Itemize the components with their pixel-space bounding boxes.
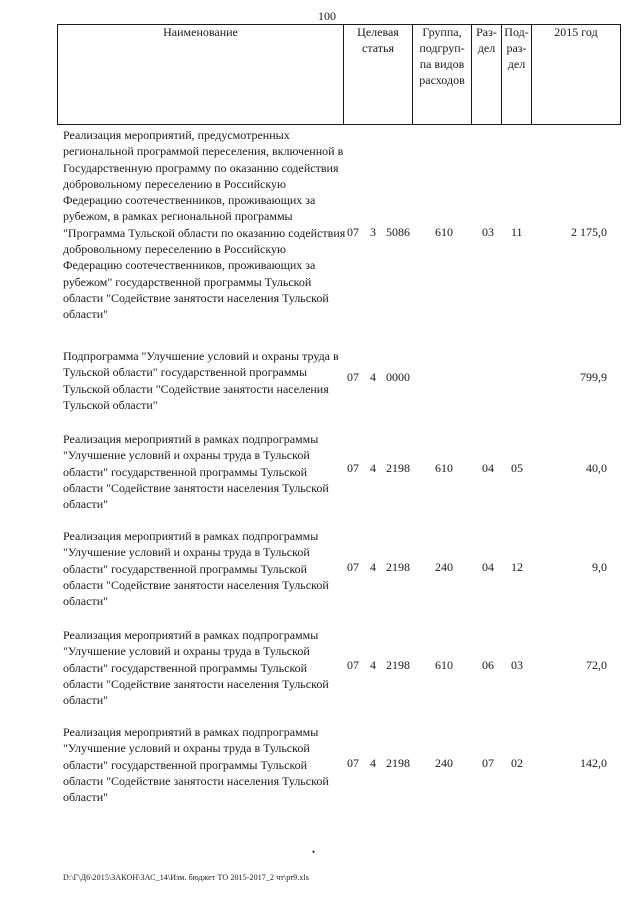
row-target-article-1: 07 xyxy=(347,370,359,384)
row-expense-group: 240 xyxy=(435,560,453,574)
row-expense-group: 610 xyxy=(435,658,453,672)
row-target-article-3: 2198 xyxy=(386,756,410,770)
row-target-article-1: 07 xyxy=(347,560,359,574)
row-target-article-3: 2198 xyxy=(386,658,410,672)
row-section: 03 xyxy=(482,225,494,239)
row-amount: 142,0 xyxy=(580,756,607,770)
row-expense-group: 610 xyxy=(435,225,453,239)
page-mark: • xyxy=(312,847,316,857)
row-amount: 2 175,0 xyxy=(571,225,607,239)
row-target-article-2: 4 xyxy=(370,658,376,672)
row-subsection: 05 xyxy=(511,461,523,475)
row-target-article-1: 07 xyxy=(347,225,359,239)
row-target-article-3: 5086 xyxy=(386,225,410,239)
row-target-article-3: 0000 xyxy=(386,370,410,384)
row-amount: 72,0 xyxy=(586,658,607,672)
row-name: Реализация мероприятий в рамках подпрограммы "Улучшение условий и охраны труда в Тульской области" государственной программы Тульской области "Содействие занятости населения Тульской области" xyxy=(63,432,329,512)
row-target-article-2: 4 xyxy=(370,461,376,475)
row-subsection: 11 xyxy=(511,225,523,239)
row-target-article-3: 2198 xyxy=(386,560,410,574)
footer-file-path: D:\Г\Д6\2015\ЗАКОН\ЗАС_14\Изм. бюджет ТО 2015-2017_2 чт\pr9.xls xyxy=(63,873,309,882)
header-target-article: Целевая статья xyxy=(357,25,399,55)
row-name: Реализация мероприятий в рамках подпрограммы "Улучшение условий и охраны труда в Тульской области" государственной программы Тульской области "Содействие занятости населения Тульской области" xyxy=(63,628,329,708)
row-target-article-1: 07 xyxy=(347,756,359,770)
row-section: 06 xyxy=(482,658,494,672)
row-target-article-2: 4 xyxy=(370,370,376,384)
header-section: Раз- дел xyxy=(476,25,497,55)
row-name: Реализация мероприятий в рамках подпрограммы "Улучшение условий и охраны труда в Тульской области" государственной программы Тульской области "Содействие занятости населения Тульской области" xyxy=(63,725,329,805)
row-subsection: 03 xyxy=(511,658,523,672)
row-target-article-2: 4 xyxy=(370,560,376,574)
row-subsection: 12 xyxy=(511,560,523,574)
row-expense-group: 240 xyxy=(435,756,453,770)
row-subsection: 02 xyxy=(511,756,523,770)
row-target-article-1: 07 xyxy=(347,658,359,672)
row-name: Реализация мероприятий в рамках подпрограммы "Улучшение условий и охраны труда в Тульской области" государственной программы Тульской области "Содействие занятости населения Тульской области" xyxy=(63,529,329,609)
row-section: 07 xyxy=(482,756,494,770)
row-name: Реализация мероприятий, предусмотренных региональной программой переселения, включенной в Государственную программу по оказанию содействия добровольному переселению в Российскую Федерацию соотечественников, проживающих за рубежом, в рамках региональной программы "Программа Тульской области по оказанию содействия добровольному переселению в Российскую Федерацию соотечественников, проживающих за рубежом" государственной программы Тульской области "Содействие занятости населения Тульской области" xyxy=(63,128,346,322)
row-target-article-3: 2198 xyxy=(386,461,410,475)
row-target-article-2: 3 xyxy=(370,225,376,239)
row-section: 04 xyxy=(482,560,494,574)
table-header xyxy=(57,24,621,124)
row-section: 04 xyxy=(482,461,494,475)
row-target-article-2: 4 xyxy=(370,756,376,770)
header-name: Наименование xyxy=(163,25,238,39)
row-expense-group: 610 xyxy=(435,461,453,475)
row-name: Подпрограмма "Улучшение условий и охраны труда в Тульской области" государственной программы Тульской области "Содействие занятости населения Тульской области" xyxy=(63,349,339,412)
row-amount: 9,0 xyxy=(592,560,607,574)
header-expense-group: Группа, подгруп- па видов расходов xyxy=(419,25,465,87)
header-subsection: Под- раз- дел xyxy=(504,25,529,71)
header-year: 2015 год xyxy=(554,25,598,39)
row-amount: 799,9 xyxy=(580,370,607,384)
page-number: 100 xyxy=(318,9,336,23)
row-amount: 40,0 xyxy=(586,461,607,475)
row-target-article-1: 07 xyxy=(347,461,359,475)
